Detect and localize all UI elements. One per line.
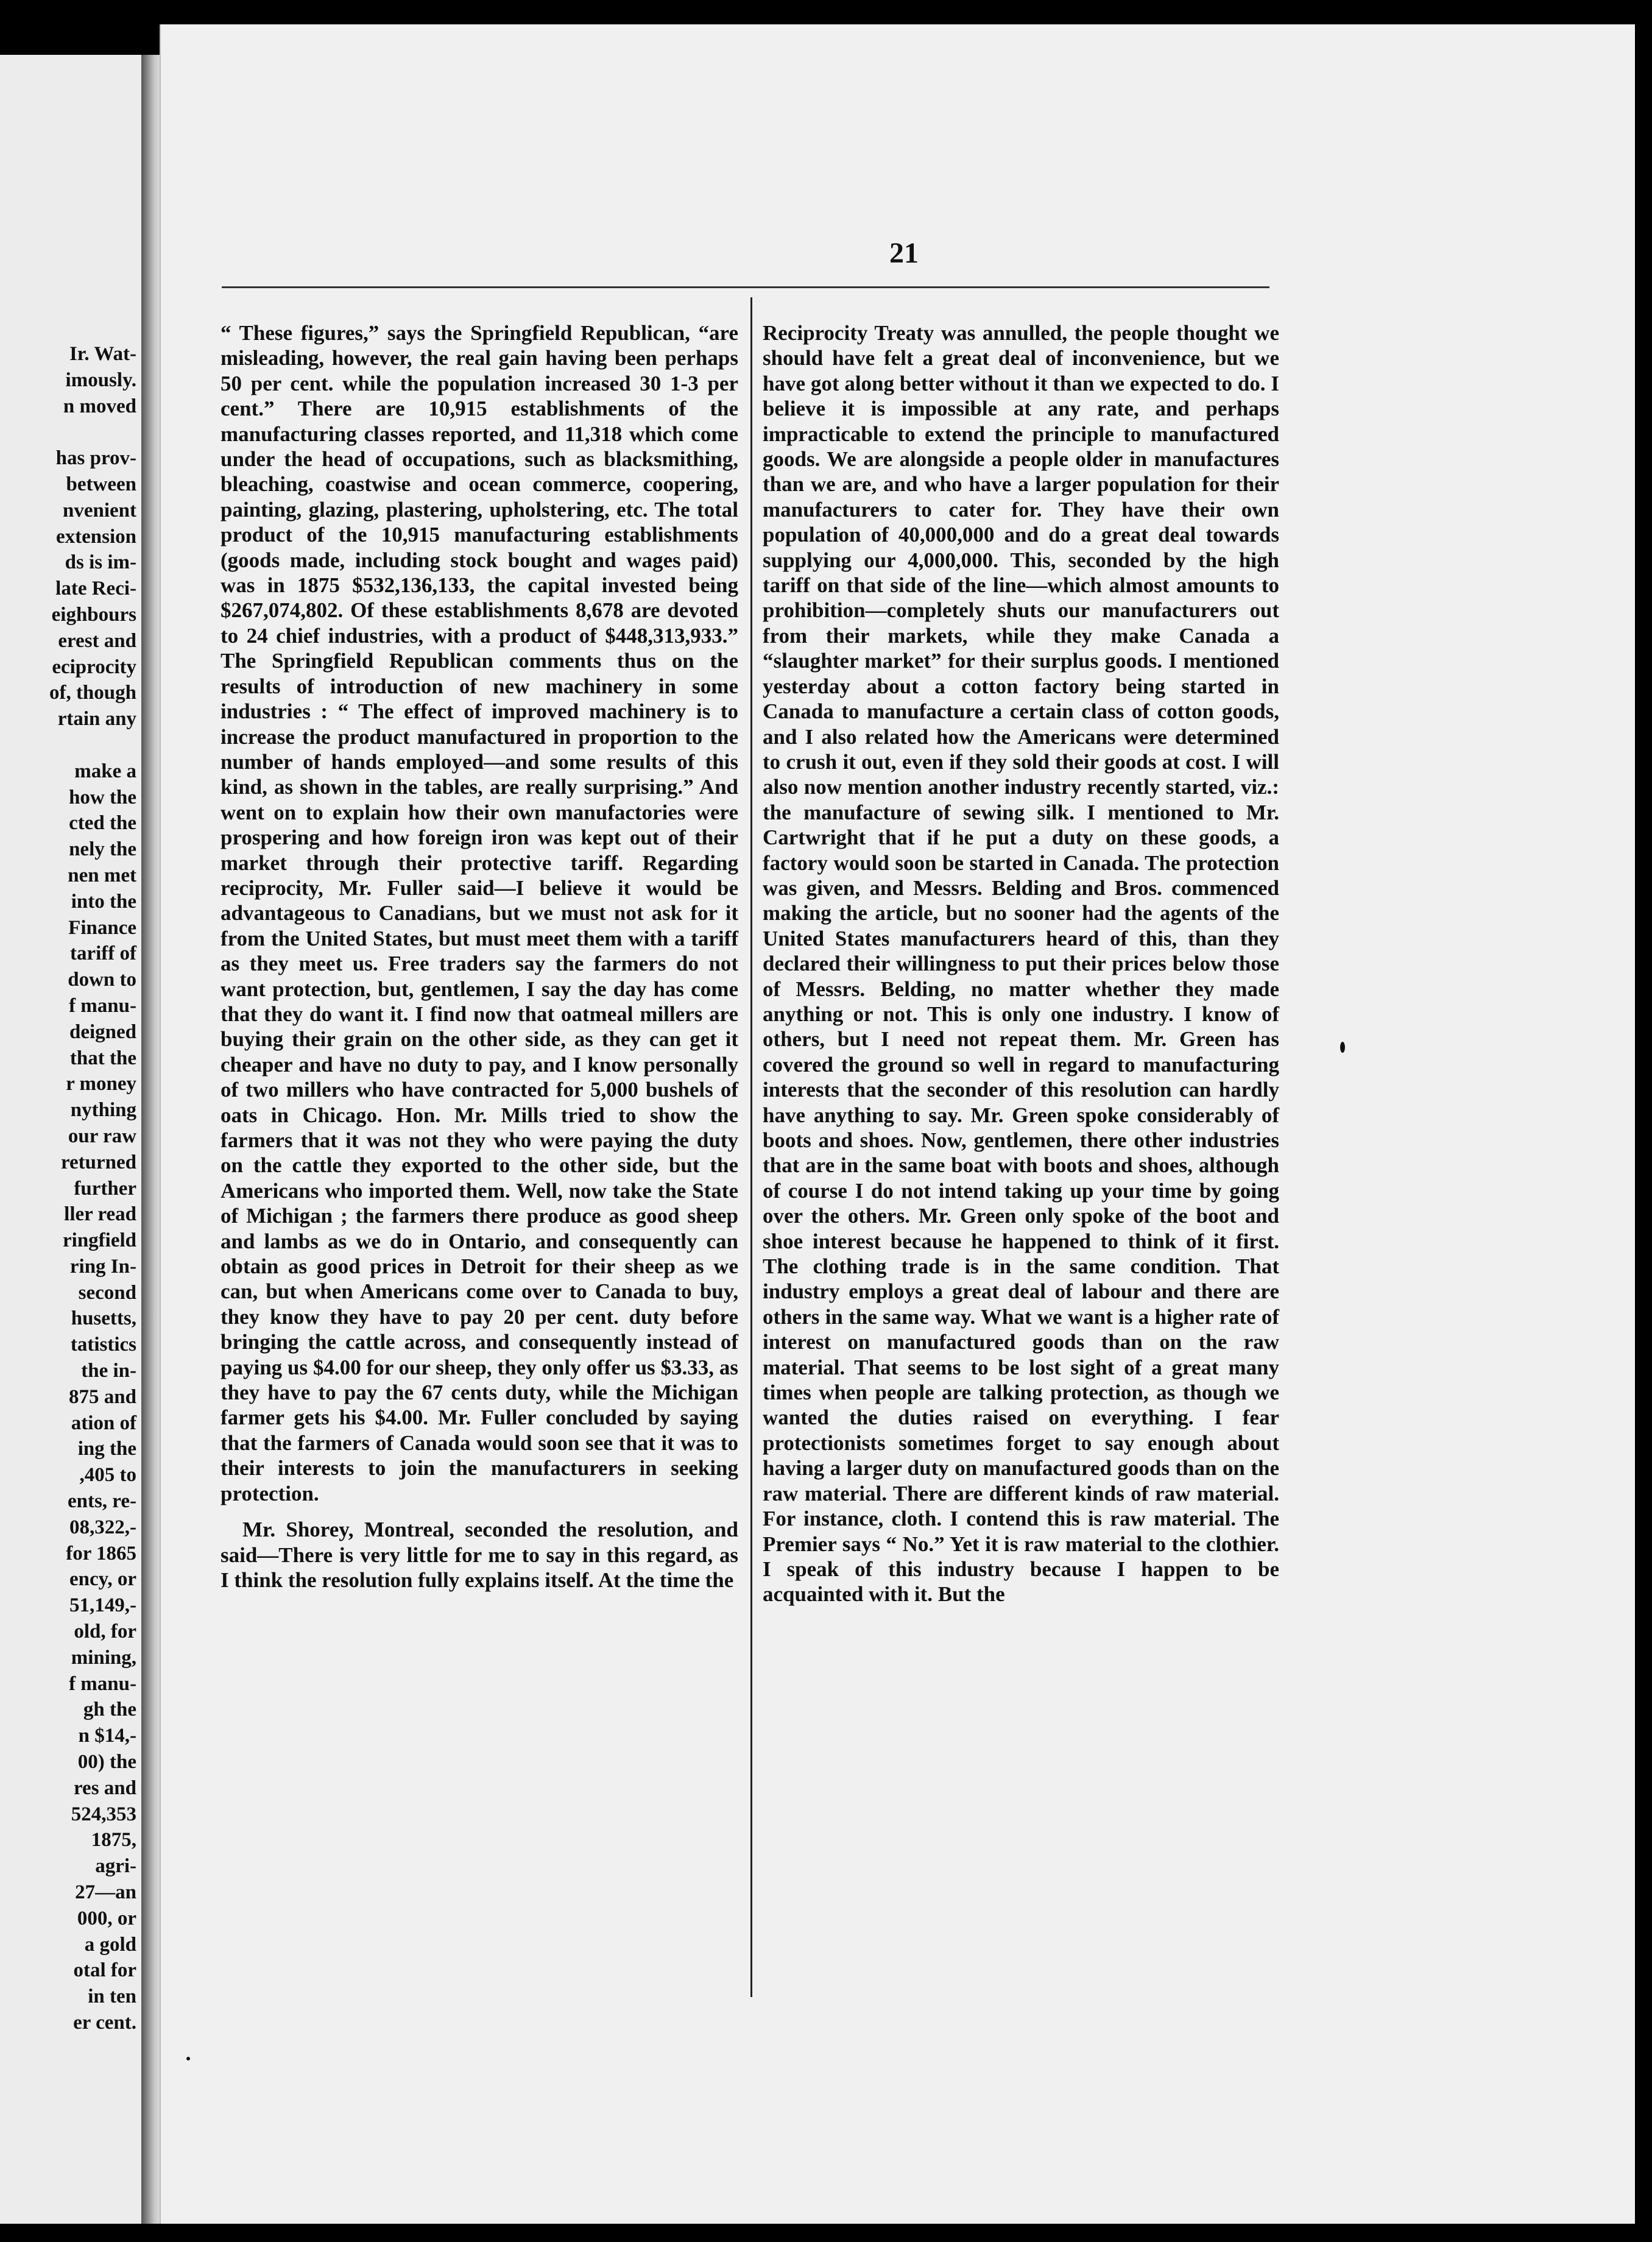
previous-page-line: otal for [73,1959,136,1982]
previous-page-line: ing the [77,1438,136,1460]
previous-page-line: 27—an [75,1881,136,1904]
previous-page-line: 000, or [77,1907,136,1929]
previous-page-line: mining, [71,1646,136,1669]
previous-page-line: Finance [68,916,136,939]
previous-page-line: 875 and [69,1385,136,1408]
previous-page-line: extension [56,525,136,548]
previous-page-line: eighbours [51,603,136,626]
previous-page-line: ller read [64,1203,136,1226]
previous-page-line: husetts, [71,1307,136,1330]
previous-page-line: how the [69,786,136,808]
previous-page-line: old, for [74,1621,136,1643]
previous-page-line: our raw [68,1125,136,1147]
page-number: 21 [889,237,919,269]
previous-page-line: 1875, [91,1829,136,1851]
previous-page-line: between [66,473,136,495]
previous-page-line: nything [70,1099,136,1122]
previous-page-line: deigned [69,1020,136,1043]
text-column-left [221,320,738,1593]
previous-page-line: er cent. [73,2012,136,2034]
previous-page-line: erest and [58,629,136,652]
previous-page-line: cted the [69,812,136,835]
previous-page-line: n $14,- [78,1725,136,1747]
previous-page-line: returned [60,1151,136,1173]
previous-page-line: nely the [69,838,136,861]
previous-page-line: for 1865 [66,1542,136,1565]
previous-page-line: 00) the [77,1751,136,1773]
previous-page-line: r money [66,1073,136,1095]
previous-page-line [49,419,136,445]
previous-page-line: nen met [68,864,136,886]
scan-speck [186,2057,190,2060]
previous-page-line: Ir. Wat- [69,343,136,365]
previous-page-line: res and [74,1777,136,1799]
previous-page-line: the in- [81,1360,136,1382]
previous-page-line: second [78,1281,136,1304]
previous-page-line: further [74,1177,136,1200]
previous-page-edge [0,55,143,2224]
previous-page-line: ringfield [63,1229,136,1252]
previous-page-line: late Reci- [55,578,136,600]
previous-page-line: into the [71,890,136,913]
previous-page-line: tariff of [69,942,136,965]
previous-page-line: has prov- [55,447,136,470]
previous-page-line: imously. [65,369,136,391]
previous-page-text-fragments [49,341,136,2036]
previous-page-line: in ten [88,1986,136,2008]
previous-page-line: 08,322,- [69,1516,136,1538]
previous-page-line: agri- [95,1855,136,1878]
previous-page-line: 51,149,- [69,1594,136,1617]
paragraph: Reciprocity Treaty was annulled, the people thought we should have felt a great deal of inconvenience, but we have got along better without it than we expected to do. I believe it is impossible at any rate, and perhaps impracticable to extend the principle to manufactured goods. We are alongside a people older in manufactures than we are, and who have a larger population for their manufacturers to cater for. They have their own population of 40,000,000 and do a great deal towards supplying our 4,000,000. This, seconded by the high tariff on that side of the line—which almost amounts to prohibition—completely shuts our manufacturers out from their markets, while they make Canada a “slaughter market” for their surplus goods. I mentioned yesterday about a cotton factory being started in Canada to manufacture a certain class of cotton goods, and I also related how the Americans were determined to crush it out, even if they sold their goods at cost. I will also now mention another industry recently started, viz.: the manufacture of sewing silk. I mentioned to Mr. Cartwright that if he put a duty on these goods, a factory would soon be started in Canada. The protection was given, and Messrs. Belding and Bros. commenced making the article, but no sooner had the agents of the United States manufacturers heard of this, than they declared their willingness to put their prices below those of Messrs. Belding, no matter whether they made anything or not. This is only one industry. I know of others, but I need not repeat them. Mr. Green has covered the ground so well in regard to manufacturing interests that the seconder of this resolution can hardly have anything to say. Mr. Green spoke considerably of boots and shoes. Now, gentlemen, there other industries that are in the same boat with boots and shoes, although of course I do not intend taking up your time by going over the others. Mr. Green only spoke of the boot and shoe interest because he happened to think of it first. The clothing trade is in the same condition. That industry employs a great deal of labour and there are others in the same way. What we want is a higher rate of interest on manufactured goods than on the raw material. That seems to be lost sight of a great many times when people are talking protection, as though we wanted the duties raised on everything. I fear protectionists sometimes forget to say enough about having a larger duty on manufactured goods than on the raw material. There are different kinds of raw material. For instance, cloth. I contend this is raw material. The Premier says “ No.” Yet it is raw material to the clothier. I speak of this industry because I happen to be acquainted with it. But the [763,321,1279,1607]
previous-page-line: that the [69,1047,136,1069]
previous-page-line: ents, re- [67,1490,136,1513]
previous-page-line: tatistics [70,1334,136,1356]
previous-page-line: gh the [83,1699,136,1721]
previous-page-line: make a [74,760,136,782]
column-divider [750,297,752,1997]
text-column-right [763,320,1279,1607]
previous-page-line: ds is im- [65,551,136,574]
scan-speck [1340,1042,1345,1053]
previous-page-line: ation of [71,1412,136,1434]
header-rule [222,286,1269,288]
previous-page-line: f manu- [69,1672,136,1695]
scanned-page [160,24,1635,2224]
previous-page-line: a gold [84,1933,136,1956]
previous-page-line: ring In- [69,1255,136,1278]
previous-page-line: eciprocity [52,656,136,678]
previous-page-line: f manu- [69,994,136,1017]
previous-page-line [49,732,136,759]
previous-page-line: nvenient [62,499,136,522]
previous-page-line: ency, or [69,1568,136,1591]
paragraph: Mr. Shorey, Montreal, seconded the resolution, and said—There is very little for me to say in this regard, as I think the resolution fully explains itself. At the time the [221,1518,738,1592]
paragraph: “ These figures,” says the Springfield Republican, “are misleading, however, the real gain having been perhaps 50 per cent. while the population increased 30 1-3 per cent.” There are 10,915 establishments of the manufacturing classes reported, and 11,318 which come under the head of occupations, such as blacksmithing, bleaching, coastwise and ocean commerce, coopering, painting, glazing, plastering, upholstering, etc. The total product of the 10,915 manufacturing establishments (goods made, including stock bought and wages paid) was in 1875 $532,136,133, the capital invested being $267,074,802. Of these establishments 8,678 are devoted to 24 chief industries, with a product of $448,313,933.” The Springfield Republican comments thus on the results of introduction of new machinery in some industries : “ The effect of improved machinery is to increase the product manufactured in proportion to the number of hands employed—and some results of this kind, as shown in the tables, are really surprising.” And went on to explain how their own manufactories were prospering and how foreign iron was kept out of their market through their protective tariff. Regarding reciprocity, Mr. Fuller said—I believe it would be advantageous to Canadians, but we must not ask for it from the United States, but must meet them with a tariff as they meet us. Free traders say the farmers do not want protection, but, gentlemen, I say the day has come that they do want it. I find now that oatmeal millers are buying their grain on the other side, as they can get it cheaper and have no duty to pay, and I know personally of two millers who have contracted for 5,000 bushels of oats in Chicago. Hon. Mr. Mills tried to show the farmers that it was not they who were paying the duty on the cattle they exported to the other side, but the Americans who imported them. Well, now take the State of Michigan ; the farmers there produce as good sheep and lambs as we do in Ontario, and consequently can obtain as good prices in Detroit for their sheep as we can, but when Americans come over to Canada to buy, they know they have to pay 20 per cent. duty before bringing the cattle across, and consequently instead of paying us $4.00 for our sheep, they only offer us $3.33, as they have to pay the 67 cents duty, while the Michigan farmer gets his $4.00. Mr. Fuller concluded by saying that the farmers of Canada would soon see that it was to their interests to join the manufacturers in seeking protection. [221,321,738,1505]
previous-page-line: 524,353 [71,1803,136,1825]
previous-page-line: n moved [63,395,136,417]
previous-page-line: of, though [49,682,136,704]
previous-page-line: rtain any [57,708,136,730]
previous-page-line: ,405 to [79,1464,136,1487]
previous-page-line: down to [68,969,136,991]
